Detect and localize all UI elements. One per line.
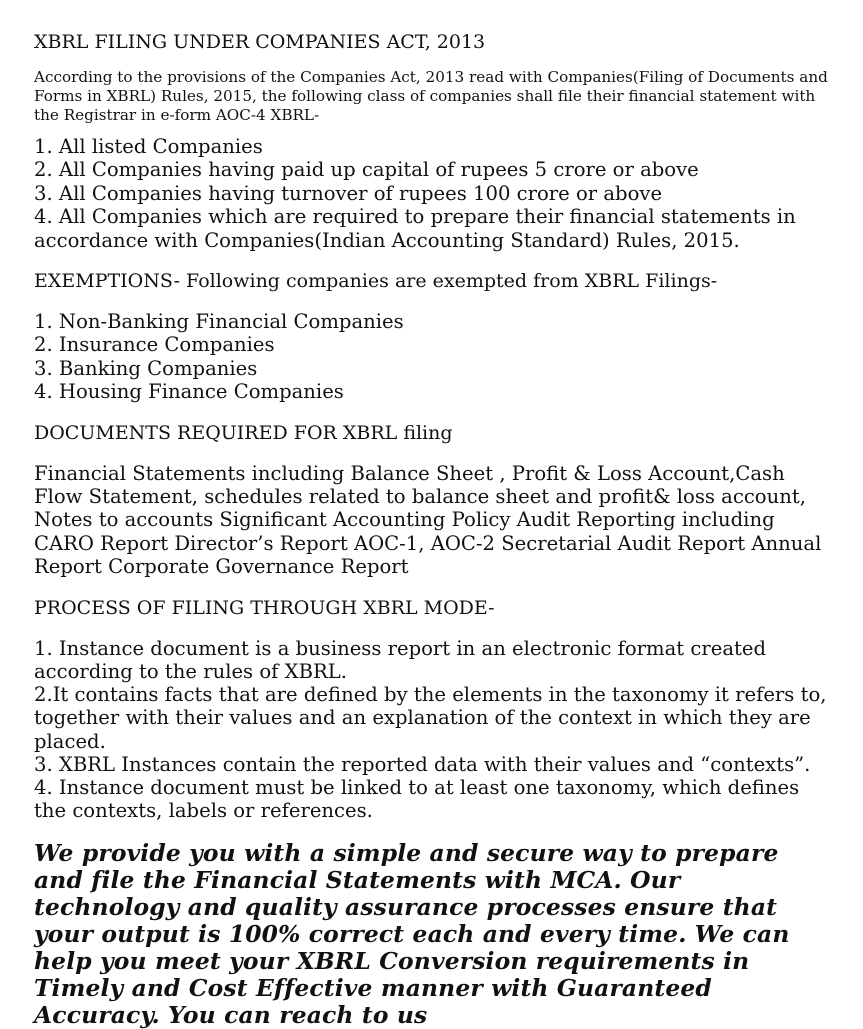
process-list bbox=[34, 637, 834, 823]
list-item: 3. XBRL Instances contain the reported data with their values and “contexts”. bbox=[34, 752, 811, 776]
intro-paragraph: According to the provisions of the Companies Act, 2013 read with Companies(Filing of Documents and Forms in XBRL) Rules, 2015, the following class of companies shall file their financial statement with the Registrar in e-form AOC-4 XBRL- bbox=[34, 68, 828, 124]
list-item: 1. All listed Companies bbox=[34, 135, 263, 158]
list-item: 1. Instance document is a business report in an electronic format created according to the rules of XBRL. bbox=[34, 636, 767, 683]
list-item: 2. All Companies having paid up capital of rupees 5 crore or above bbox=[34, 158, 699, 182]
list-item: 4. All Companies which are required to prepare their financial statements in accordance with Companies(Indian Accounting Standard) Rules, 2015. bbox=[34, 205, 796, 252]
documents-paragraph: Financial Statements including Balance Sheet , Profit & Loss Account,Cash Flow Statement, schedules related to balance sheet and profit& loss account, Notes to accounts Significant Accounting Policy Audit Reporting including CARO Report Director’s Report AOC-1, AOC-2 Secretarial Audit Report Annual Report Corporate Governance Report bbox=[34, 461, 822, 579]
list-item: 4. Housing Finance Companies bbox=[34, 380, 344, 404]
process-heading: PROCESS OF FILING THROUGH XBRL MODE- bbox=[34, 596, 495, 619]
applicable-companies-list bbox=[34, 135, 834, 252]
list-item: 4. Instance document must be linked to at least one taxonomy, which defines the contexts, labels or references. bbox=[34, 775, 800, 823]
document-page bbox=[34, 30, 834, 1029]
exemptions-list bbox=[34, 310, 834, 404]
promo-paragraph: We provide you with a simple and secure way to prepare and file the Financial Statements with MCA. Our technology and quality assurance processes ensure that your output is 100% correct each and every time. We can help you meet your XBRL Conversion requirements in Timely and Cost Effective manner with Guaranteed Accuracy. You can reach to us bbox=[34, 839, 790, 1029]
document-title: XBRL FILING UNDER COMPANIES ACT, 2013 bbox=[34, 31, 486, 53]
list-item: 1. Non-Banking Financial Companies bbox=[34, 310, 404, 334]
list-item: 3. Banking Companies bbox=[34, 356, 258, 380]
list-item: 3. All Companies having turnover of rupees 100 crore or above bbox=[34, 181, 663, 205]
documents-heading: DOCUMENTS REQUIRED FOR XBRL filing bbox=[34, 421, 453, 444]
list-item: 2.It contains facts that are defined by the elements in the taxonomy it refers to, together with their values and an explanation of the context in which they are placed. bbox=[34, 683, 827, 753]
exemptions-heading: EXEMPTIONS- Following companies are exempted from XBRL Filings- bbox=[34, 270, 718, 293]
list-item: 2. Insurance Companies bbox=[34, 333, 275, 357]
